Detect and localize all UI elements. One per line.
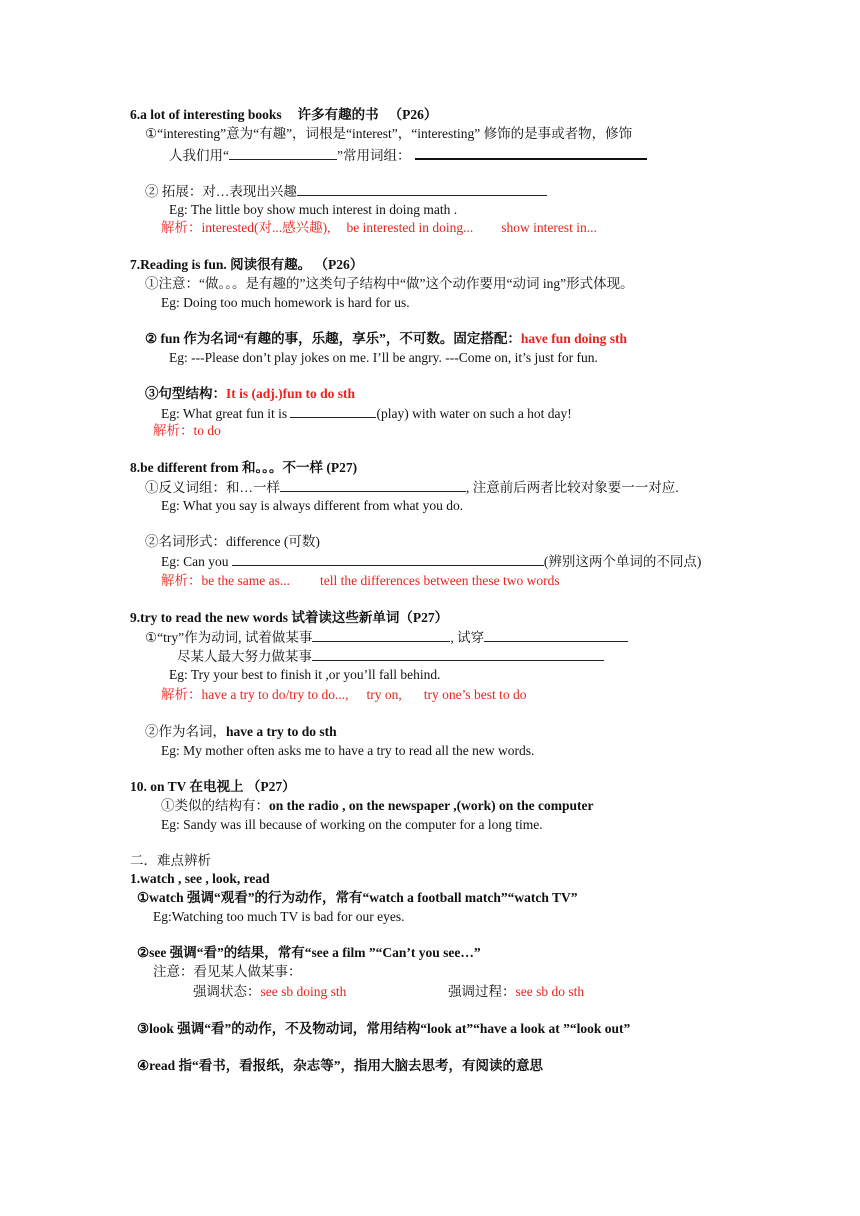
answer-item: be interested in doing... (346, 220, 474, 235)
answer-label: 解析： (161, 573, 202, 588)
page-ref: （P26） (388, 107, 438, 122)
s6-note-2-text-a: 人我们用“ (169, 148, 229, 163)
s9-note-2 (145, 723, 337, 741)
s9-note-1-text-a: ①“try”作为动词, 试着做某事 (145, 630, 313, 645)
answer-label: 解析： (161, 220, 202, 235)
s9-example-2: Eg: My mother often asks me to have a try to read all the new words. (161, 743, 535, 758)
see-attention: 注意：看见某人做某事： (153, 964, 302, 979)
answer-item: show interest in... (501, 220, 597, 235)
answer-label: 解析： (161, 687, 202, 702)
s9-note-2-phrase: have a try to do sth (226, 724, 337, 739)
s6-extension (145, 182, 547, 201)
s7-note-3 (145, 385, 355, 403)
look-note: ③look 强调“看”的动作，不及物动词，常用结构“look at”“have a look at ”“look out” (137, 1021, 631, 1036)
s9-note-1-text-c: 尽某人最大努力做某事 (177, 649, 312, 664)
s10-note-1-text: ①类似的结构有： (161, 798, 269, 813)
s8-note-1-text-b: , 注意前后两者比较对象要一一对应. (466, 480, 679, 495)
fill-blank[interactable] (312, 628, 450, 642)
s10-note-1-phrases: on the radio , on the newspaper ,(work) on the computer (269, 798, 594, 813)
s6-example: Eg: The little boy show much interest in doing math . (169, 202, 458, 217)
s9-note-1 (145, 628, 628, 647)
part-2-title: 二．难点辨析 (130, 853, 211, 868)
s7-note-2-text: ② fun 作为名词“有趣的事，乐趣，享乐”，不可数。固定搭配： (145, 331, 521, 346)
s7-example-2: Eg: ---Please don’t play jokes on me. I’ll be angry. ---Come on, it’s just for fun. (169, 350, 598, 365)
s6-extension-text: ② 拓展：对…表现出兴趣 (145, 184, 297, 199)
answer-item: be the same as... (201, 573, 290, 588)
s10-note-1 (161, 797, 594, 815)
section-6-heading (130, 106, 437, 124)
section-8-heading: 8.be different from 和。。。不一样 (P27) (130, 460, 358, 475)
see-state (193, 983, 346, 1001)
watch-example: Eg:Watching too much TV is bad for our eyes. (153, 909, 405, 924)
s7-note-3-text: ③句型结构： (145, 386, 226, 401)
answer-item: try one’s best to do (423, 687, 527, 702)
fill-blank[interactable] (297, 182, 547, 196)
see-note: ②see 强调“看”的结果，常有“see a film ”“Can’t you see…” (137, 945, 481, 960)
heading-english: 6.a lot of interesting books (130, 107, 282, 122)
s8-note-1-text-a: ①反义词组：和…一样 (145, 480, 280, 495)
s6-note-1: ①“interesting”意为“有趣”，词根是“interest”，“interesting” 修饰的是事或者物，修饰 (145, 126, 633, 141)
heading-chinese: 许多有趣的书 (297, 107, 379, 122)
s8-note-2: ②名词形式：difference (可数) (145, 534, 320, 549)
s6-note-2-text-b: ”常用词组： (337, 148, 411, 163)
section-7-heading: 7.Reading is fun. 阅读很有趣。 （P26） (130, 257, 364, 272)
s7-example-1: Eg: Doing too much homework is hard for us. (161, 295, 410, 310)
s7-note-3-pattern: It is (adj.)fun to do sth (226, 386, 356, 401)
s7-example-3-text-b: (play) with water on such a hot day! (376, 406, 572, 421)
section-9-heading: 9.try to read the new words 试着读这些新单词（P27） (130, 610, 449, 625)
s6-answer (161, 219, 597, 237)
see-process (448, 983, 584, 1001)
fill-blank[interactable] (290, 404, 376, 418)
s9-example-1: Eg: Try your best to finish it ,or you’ll fall behind. (169, 667, 441, 682)
fill-blank[interactable] (312, 647, 604, 661)
answer-item: tell the differences between these two words (319, 573, 560, 588)
s6-note-2 (169, 145, 647, 165)
answer-item: interested(对...感兴趣), (201, 220, 331, 235)
state-label: 强调状态： (193, 984, 261, 999)
s8-example-2-text-b: (辨别这两个单词的不同点) (543, 554, 702, 569)
fill-blank[interactable] (484, 628, 628, 642)
s9-note-2-text: ②作为名词， (145, 724, 226, 739)
read-note: ④read 指“看书，看报纸，杂志等”，指用大脑去思考，有阅读的意思 (137, 1058, 543, 1073)
fill-blank-long[interactable] (415, 145, 647, 160)
answer-label: 解析： (153, 423, 194, 438)
s9-answer (161, 686, 526, 704)
watch-note: ①watch 强调“观看”的行为动作，常有“watch a football match”“watch TV” (137, 890, 578, 905)
part-2-subtitle: 1.watch , see , look, read (130, 871, 270, 886)
process-pattern: see sb do sth (515, 984, 585, 999)
s8-note-1 (145, 478, 679, 497)
s8-example-2 (161, 552, 701, 571)
section-10-heading: 10. on TV 在电视上 （P27） (130, 779, 296, 794)
s8-example-1: Eg: What you say is always different from what you do. (161, 498, 464, 513)
s7-example-3 (161, 404, 572, 423)
answer-item: try on, (366, 687, 402, 702)
s8-example-2-text-a: Eg: Can you (161, 554, 232, 569)
s7-answer (153, 422, 221, 440)
fill-blank[interactable] (280, 478, 466, 492)
s9-note-1-text-b: , 试穿 (450, 630, 485, 645)
s7-example-3-text-a: Eg: What great fun it is (161, 406, 291, 421)
fill-blank[interactable] (229, 146, 337, 160)
answer-item: to do (193, 423, 221, 438)
s8-answer (161, 572, 560, 590)
s9-note-1-cont (177, 647, 604, 666)
process-label: 强调过程： (448, 984, 516, 999)
s7-note-1: ①注意：“做。。。是有趣的”这类句子结构中“做”这个动作要用“动词 ing”形式体现。 (145, 276, 634, 291)
answer-item: have a try to do/try to do..., (201, 687, 349, 702)
fill-blank[interactable] (232, 552, 544, 566)
state-pattern: see sb doing sth (260, 984, 347, 999)
s10-example-1: Eg: Sandy was ill because of working on the computer for a long time. (161, 817, 543, 832)
s7-note-2 (145, 330, 627, 348)
s7-note-2-collocation: have fun doing sth (520, 331, 628, 346)
